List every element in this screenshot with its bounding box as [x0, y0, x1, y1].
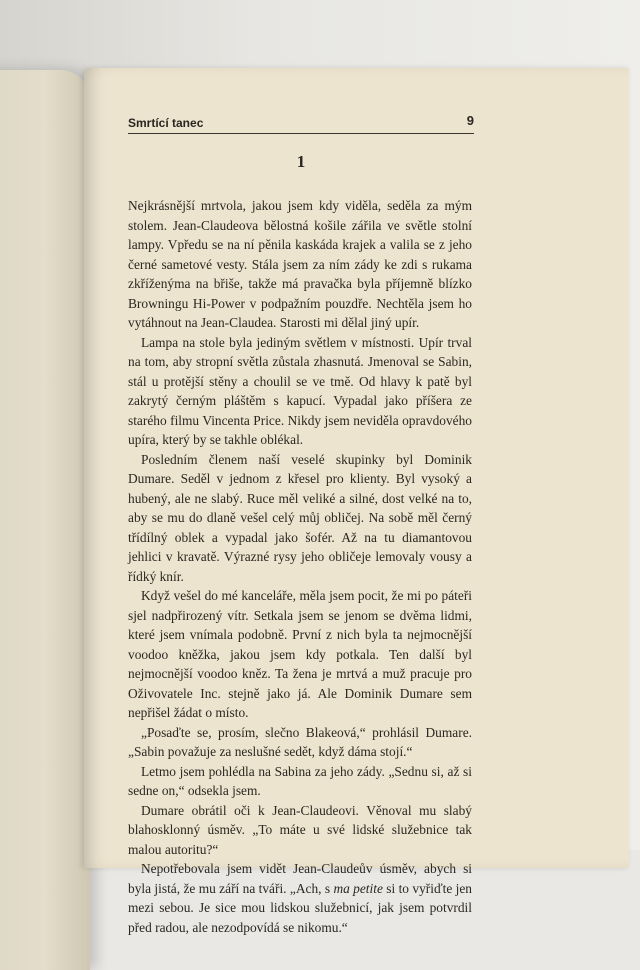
paragraph: Nejkrásnější mrtvola, jakou jsem kdy viděla, seděla za mým stolem. Jean-Claudeova bělostná košile zářila ve světle stolní lampy. Vpředu se na ní pěnila kaskáda krajek a valila se z jeho černé sametové vesty. Stála jsem za ním zády ke zdi s rukama zkříženýma na břiše, takže má pravačka byla příjemně blízko Browningu Hi-Power v podpažním pouzdře. Nechtěla jsem ho vytáhnout na Jean-Claudea. Starosti mi dělal jiný upír. [128, 198, 472, 330]
running-head [128, 112, 474, 134]
facing-page-edge [0, 70, 90, 970]
paragraph-text: si to vyřiďte jen mezi sebou. Je sice mou lidskou služebnicí, jak jsem potvrdil před radou, ale nezodpovídá se nikomu.“ [128, 880, 472, 935]
italic-phrase: ma petite [333, 880, 383, 896]
chapter-number: 1 [296, 152, 306, 171]
paragraph: Posledním členem naší veselé skupinky byl Dominik Dumare. Seděl v jednom z křesel pro klienty. Byl vysoký a hubený, ale ne slabý. Ruce měl veliké a silné, dost velké na to, aby se mu do dlaně vešel celý můj obličej. Na sobě měl černý třídílný oblek a vypadal jako šofér. Až na tu diamantovou jehlici v kravatě. Výrazné rysy jeho obličeje lemovaly vousy a řídký knír. [128, 451, 472, 584]
body-text [128, 196, 472, 937]
paragraph: „Posaďte se, prosím, slečno Blakeová,“ prohlásil Dumare. „Sabin považuje za neslušné sedět, když dáma stojí.“ [128, 724, 472, 759]
header-rule [128, 133, 474, 134]
book-title: Smrtící tanec [128, 116, 204, 130]
paragraph [128, 859, 472, 937]
paragraph: Letmo jsem pohlédla na Sabina za jeho zády. „Sednu si, až si sedne on,“ odsekla jsem. [128, 763, 472, 798]
paragraph-text: Nepotřebovala jsem vidět Jean-Claudeův úsměv, abych si byla jistá, že mu září na tváři. „Ach, s [128, 861, 472, 896]
paragraph: Dumare obrátil oči k Jean-Claudeovi. Věnoval mu slabý blahosklonný úsměv. „To máte u své lidské služebnice tak malou autoritu?“ [128, 802, 472, 857]
page-number: 9 [466, 113, 474, 128]
paragraph: Lampa na stole byla jediným světlem v místnosti. Upír trval na tom, aby stropní světla zůstala zhasnutá. Jmenoval se Sabin, stál u protější stěny a choulil se ve tmě. Od hlavy k patě byl zakrytý černým pláštěm s kapucí. Vypadal jako příšera ze starého filmu Vincenta Price. Nikdy jsem neviděla opravdového upíra, který by se takhle oblékal. [128, 334, 472, 447]
paragraph: Když vešel do mé kanceláře, měla jsem pocit, že mi po páteři sjel nadpřirozený vítr. Setkala jsem se jenom se dvěma lidmi, které jsem vnímala podobně. První z nich byla ta nejmocnější voodoo kněžka, jakou jsem kdy potkala. Ten další byl nejmocnější voodoo kněz. Ta žena je mrtvá a muž pracuje pro Oživovatele Inc. stejně jako já. Ale Dominik Dumare sem nepřišel žádat o místo. [128, 588, 472, 720]
